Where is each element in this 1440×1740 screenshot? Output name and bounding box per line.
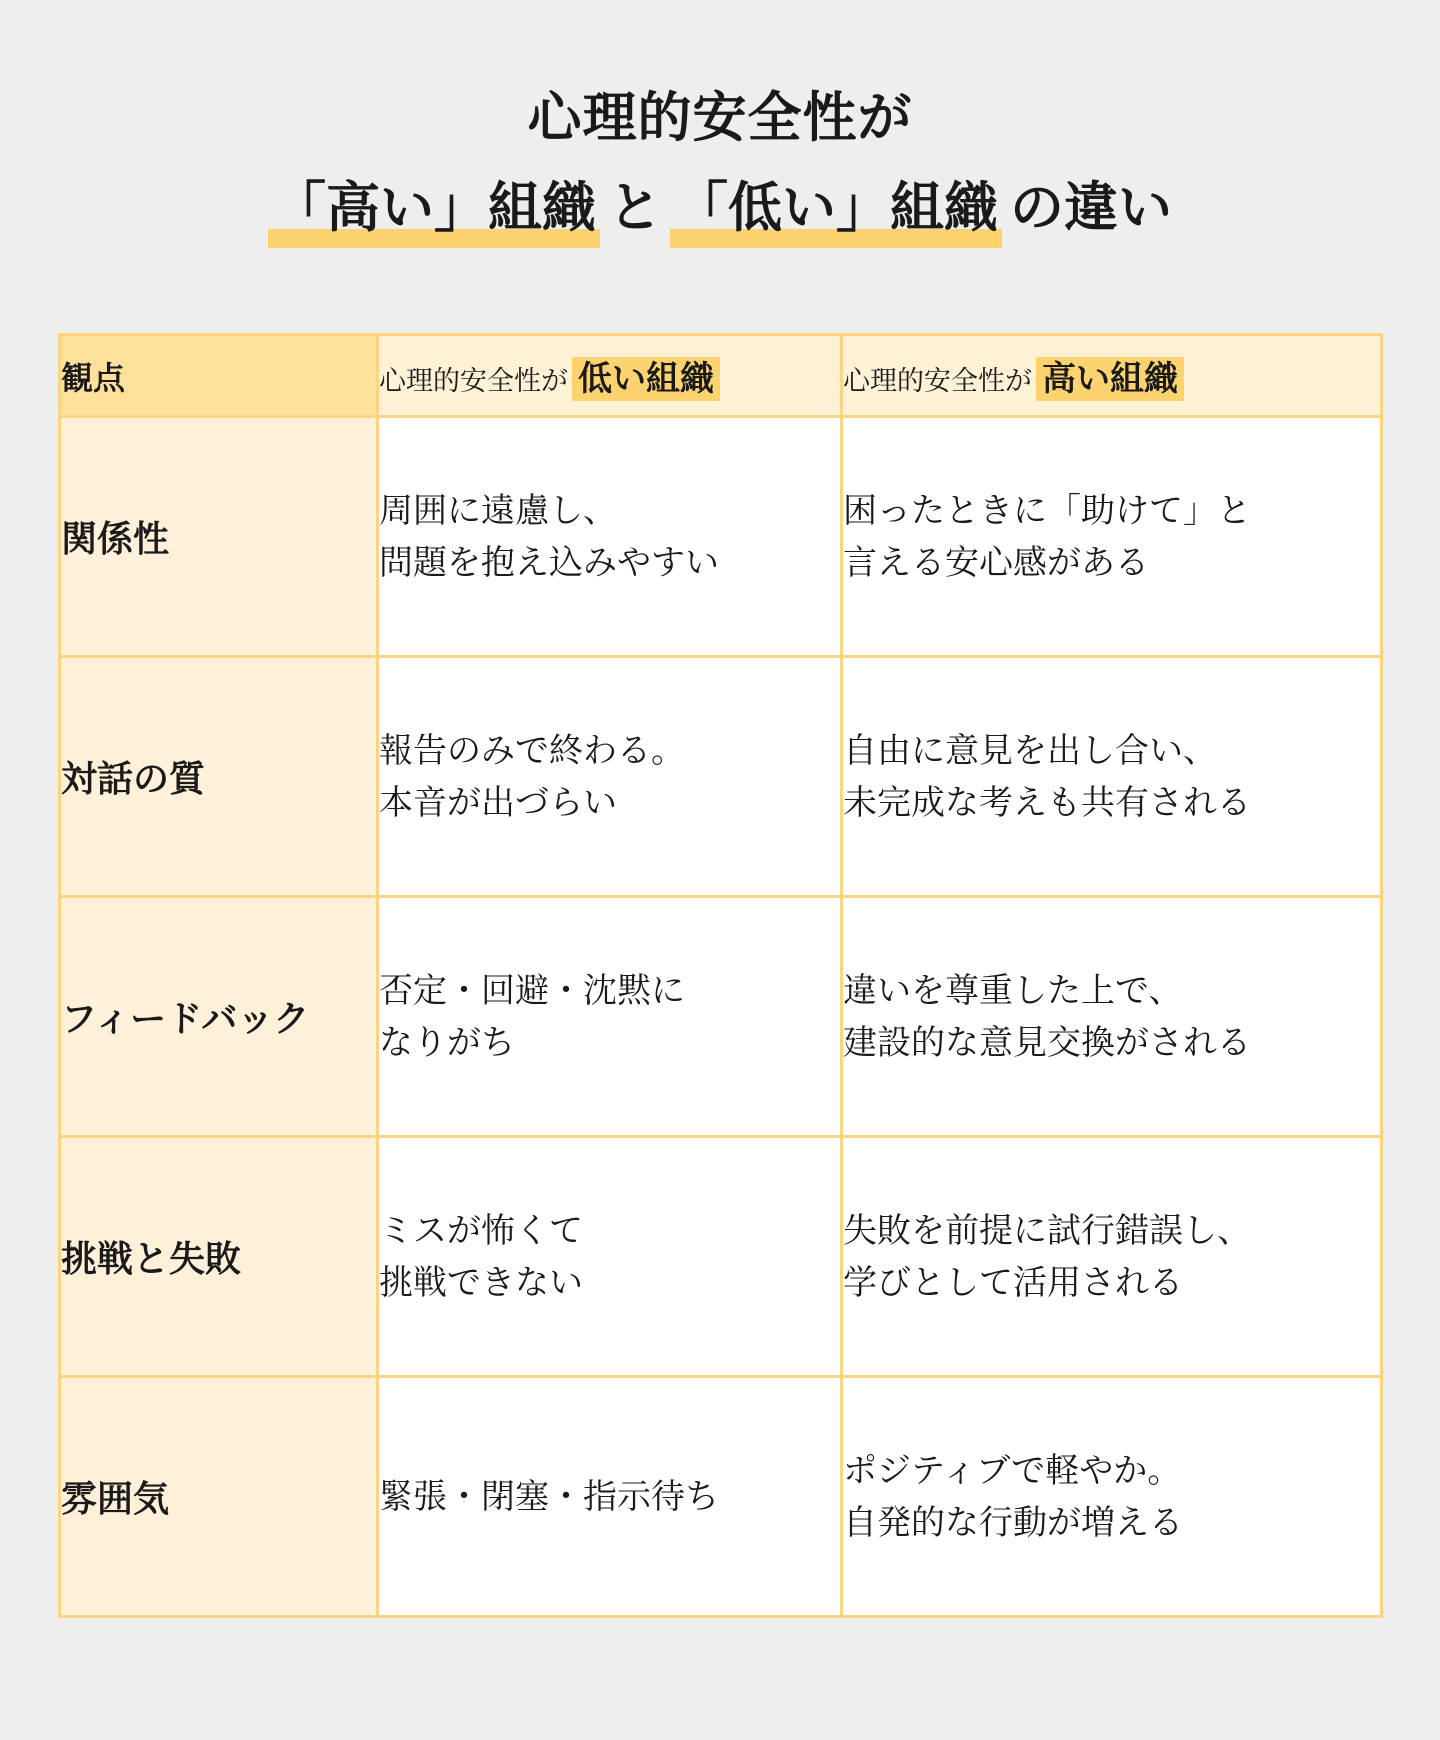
title-and: と [608,176,662,239]
cell-line: 自由に意見を出し合い、 [843,730,1217,771]
high-org-cell [842,897,1382,1137]
header-low-org [378,335,842,417]
cell-line: 学びとして活用される [843,1262,1183,1303]
title-line-1: 心理的安全性が [527,86,913,149]
aspect-cell: 挑戦と失敗 [60,1137,378,1377]
title-line-2 [0,168,1440,248]
table-row-feedback [60,897,1382,1137]
title-high-org: 「高い」組織 [268,168,600,248]
cell-line: 建設的な意見交換がされる [843,1022,1251,1063]
header-high-prefix: 心理的安全性が [843,366,1032,397]
cell-line: なりがち [379,1022,515,1063]
cell-line: 緊張・閉塞・指示待ち [379,1476,719,1517]
high-org-cell [842,1377,1382,1617]
low-org-cell [378,417,842,657]
header-low-label: 低い組織 [572,357,720,401]
header-high-label: 高い組織 [1036,357,1184,401]
low-org-cell [378,657,842,897]
cell-line: 挑戦できない [379,1262,583,1303]
aspect-cell: フィードバック [60,897,378,1137]
aspect-cell: 雰囲気 [60,1377,378,1617]
table-header-row [60,335,1382,417]
cell-line: 周囲に遠慮し、 [379,490,617,531]
table-row-relationship [60,417,1382,657]
high-org-cell [842,417,1382,657]
low-org-cell [378,1377,842,1617]
cell-line: 未完成な考えも共有される [843,782,1251,823]
table-row-dialogue [60,657,1382,897]
low-org-cell [378,897,842,1137]
cell-line: ミスが怖くて [379,1210,583,1251]
aspect-cell: 関係性 [60,417,378,657]
cell-line: 否定・回避・沈黙に [379,970,685,1011]
cell-line: 報告のみで終わる。 [379,730,685,771]
cell-line: 問題を抱え込みやすい [379,542,719,583]
title-suffix: の違い [1010,176,1172,239]
title-low-org: 「低い」組織 [670,168,1002,248]
header-aspect: 観点 [60,335,378,417]
header-low-prefix: 心理的安全性が [379,366,568,397]
cell-line: 自発的な行動が増える [843,1502,1183,1543]
table-row-atmosphere [60,1377,1382,1617]
cell-line: 失敗を前提に試行錯誤し、 [843,1210,1251,1251]
cell-line: 困ったときに「助けて」と [843,490,1251,531]
high-org-cell [842,657,1382,897]
cell-line: 違いを尊重した上で、 [843,970,1183,1011]
table-row-challenge [60,1137,1382,1377]
aspect-cell: 対話の質 [60,657,378,897]
cell-line: 本音が出づらい [379,782,617,823]
low-org-cell [378,1137,842,1377]
header-high-org [842,335,1382,417]
cell-line: 言える安心感がある [843,542,1149,583]
comparison-table [58,333,1383,1618]
infographic-title [0,78,1440,248]
cell-line: ポジティブで軽やか。 [843,1450,1182,1491]
high-org-cell [842,1137,1382,1377]
